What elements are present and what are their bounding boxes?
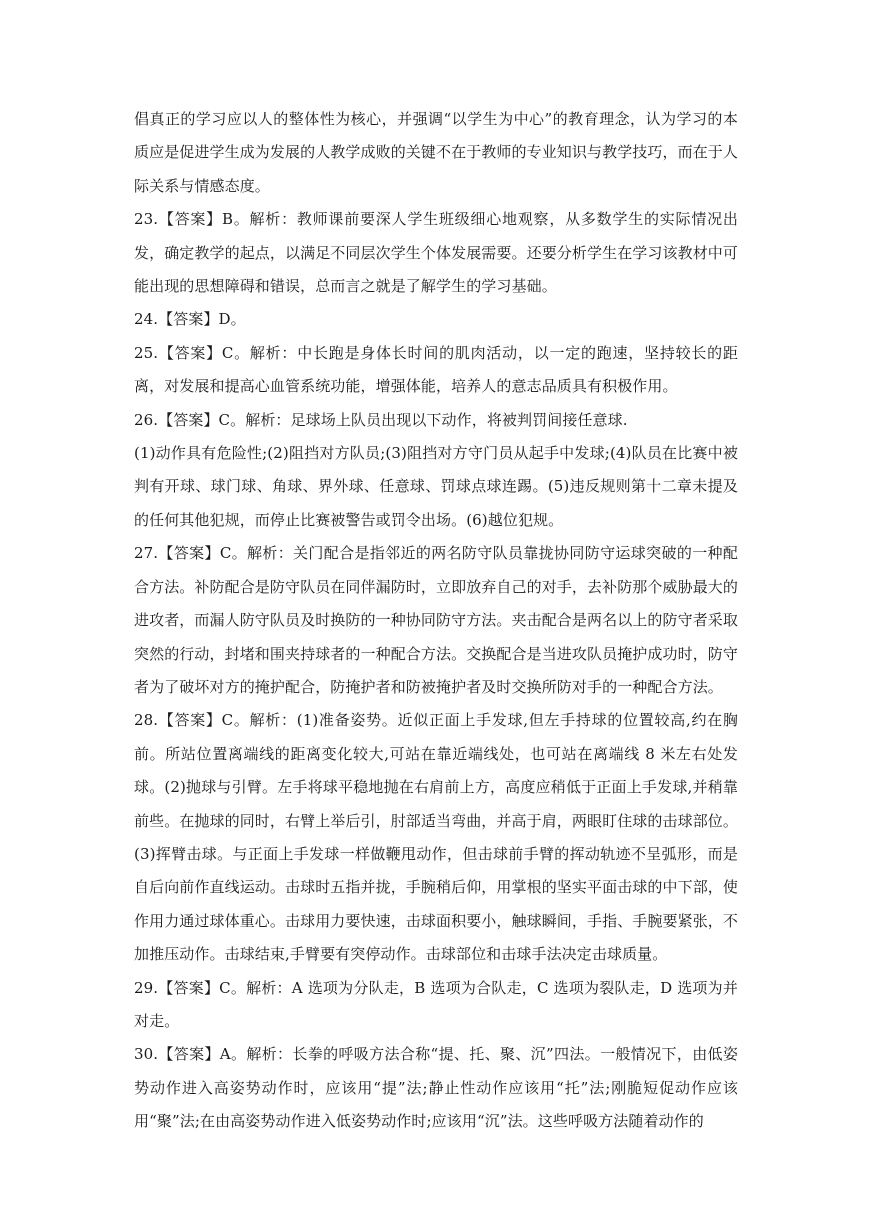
answer-26: 26.【答案】C。解析：足球场上队员出现以下动作，将被判罚间接任意球. (134, 410, 628, 429)
answer-26-details: (1)动作具有危险性;(2)阻挡对方队员;(3)阻挡对方守门员从起手中发球;(4)队员在比赛中被判有开球、球门球、角球、界外球、任意球、罚球点球连踢。(5)违反规则第十二章未提及的任何其他犯规，而停止比赛被警告或罚令出场。(6)越位犯规。 (134, 444, 738, 529)
document-page (134, 103, 738, 1139)
answer-24: 24.【答案】D。 (134, 310, 246, 329)
answer-30: 30.【答案】A。解析：长拳的呼吸方法合称“提、托、聚、沉”四法。一般情况下，由低姿势动作进入高姿势动作时，应该用“提”法;静止性动作应该用“托”法;刚脆短促动作应该用“聚”法;在由高姿势动作进入低姿势动作时;应该用“沉”法。这些呼吸方法随着动作的 (134, 1045, 738, 1131)
answer-23: 23.【答案】B。解析：教师课前要深人学生班级细心地观察，从多数学生的实际情况出发，确定教学的起点，以满足不同层次学生个体发展需要。还要分析学生在学习该教材中可能出现的思想障碍和错误，总而言之就是了解学生的学习基础。 (134, 210, 739, 296)
paragraph-continued-intro: 倡真正的学习应以人的整体性为核心，并强调“以学生为中心”的教育理念，认为学习的本质应是促进学生成为发展的人教学成败的关键不在于教师的专业知识与教学技巧，而在于人际关系与情感态度。 (134, 110, 739, 195)
answer-25: 25.【答案】C。解析：中长跑是身体长时间的肌肉活动，以一定的跑速，坚持较长的距离，对发展和提高心血管系统功能，增强体能，培养人的意志品质具有积极作用。 (134, 343, 738, 396)
answer-28: 28.【答案】C。解析：(1)准备姿势。近似正面上手发球,但左手持球的位置较高,约在胸前。所站位置离端线的距离变化较大,可站在靠近端线处，也可站在离端线 8 米左右处发球。(2)抛球与引臂。左手将球平稳地抛在右肩前上方，高度应稍低于正面上手发球,并稍靠前些。在抛球的同时，右臂上举后引，肘部适当弯曲，并高于肩，两眼盯住球的击球部位。(3)挥臂击球。与正面上手发球一样做鞭甩动作，但击球前手臂的挥动轨迹不呈弧形，而是自后向前作直线运动。击球时五指并拢，手腕稍后仰，用掌根的坚实平面击球的中下部，使作用力通过球体重心。击球用力要快速，击球面积要小，触球瞬间，手指、手腕要紧张，不加推压动作。击球结束,手臂要有突停动作。击球部位和击球手法决定击球质量。 (134, 711, 739, 964)
answer-29: 29.【答案】C。解析：A 选项为分队走，B 选项为合队走，C 选项为裂队走，D 选项为并对走。 (134, 978, 738, 1030)
answer-27: 27.【答案】C。解析：关门配合是指邻近的两名防守队员靠拢协同防守运球突破的一种配合方法。补防配合是防守队员在同伴漏防时，立即放弃自己的对手，去补防那个威胁最大的进攻者，而漏人防守队员及时换防的一种协同防守方法。夹击配合是两名以上的防守者采取突然的行动，封堵和围夹持球者的一种配合方法。交换配合是当进攻队员掩护成功时，防守者为了破坏对方的掩护配合，防掩护者和防被掩护者及时交换所防对手的一种配合方法。 (134, 544, 739, 696)
